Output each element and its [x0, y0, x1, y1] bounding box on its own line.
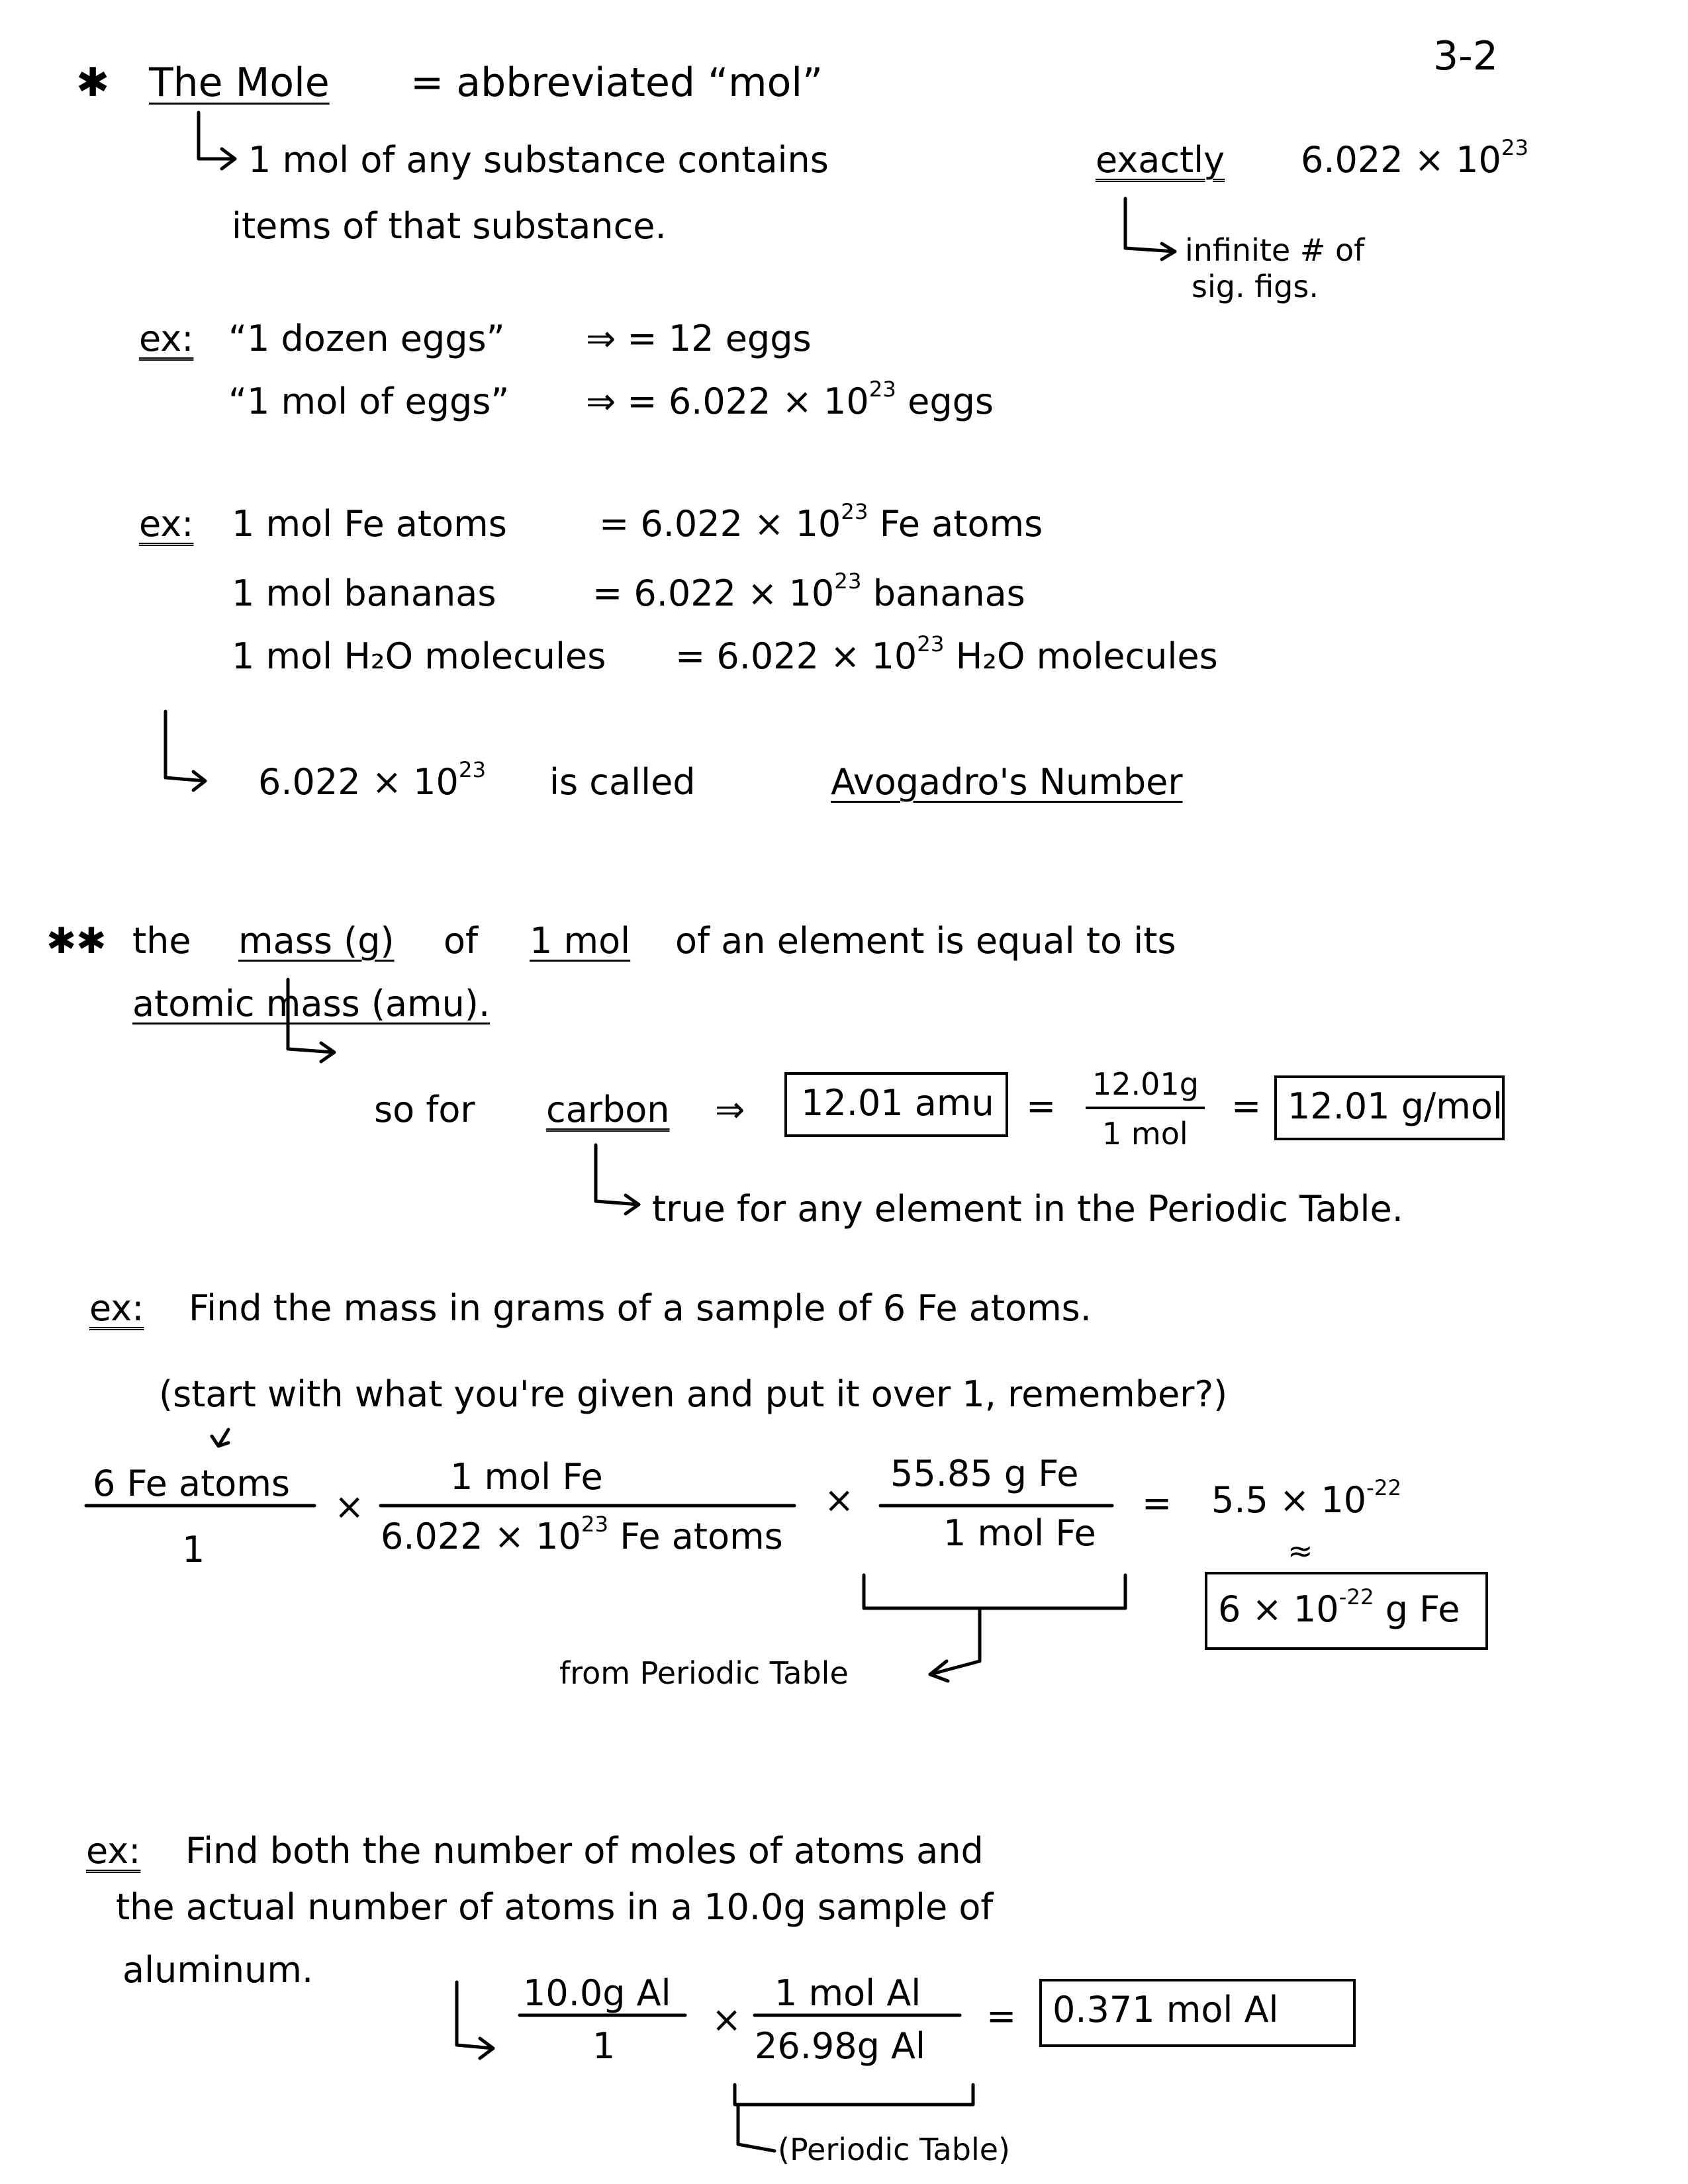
f1-den: 1 — [182, 1529, 205, 1570]
al-answer: 0.371 mol Al — [1053, 1989, 1279, 2030]
exactly-word: exactly — [1096, 139, 1225, 181]
mol-question: “1 mol of eggs” — [228, 381, 510, 422]
boxed-answer: $6 \times 10^{-22}$ g Fe — [1218, 1584, 1460, 1630]
hook-arrow-avogadro — [165, 711, 205, 790]
f3-num: 55.85 g Fe — [890, 1453, 1079, 1494]
ex4-q3: aluminum. — [122, 1949, 314, 1991]
dozen-answer: ⇒ = 12 eggs — [586, 318, 812, 359]
true-for-note: true for any element in the Periodic Table. — [652, 1188, 1403, 1230]
ex3-question: Find the mass in grams of a sample of 6 Fe atoms. — [189, 1287, 1092, 1329]
hook-arrow-exactly — [1125, 199, 1175, 259]
row-left: 1 mol H₂O molecules — [232, 635, 606, 677]
row-right: = $6.022 \times 10^{23}$ H₂O molecules — [675, 631, 1218, 677]
avogadro-value: $6.022 \times 10^{23}$ — [258, 757, 487, 803]
page-number: 3-2 — [1433, 33, 1498, 79]
hook-arrow-periodic — [596, 1145, 639, 1214]
definition-line-2: items of that substance. — [232, 205, 667, 247]
ex4-q1: Find both the number of moles of atoms and — [185, 1830, 984, 1872]
row-right: = $6.022 \times 10^{23}$ Fe atoms — [599, 499, 1043, 545]
f2-den: $6.022 \times 10^{23}$ Fe atoms — [381, 1512, 783, 1557]
al-periodic-table: (Periodic Table) — [778, 2132, 1010, 2167]
mol-answer: ⇒ = $6.022 \times 10^{23}$ eggs — [586, 377, 994, 422]
sig-fig-note-1: infinite # of — [1185, 232, 1365, 268]
times-1: × — [334, 1486, 365, 1527]
avogadro-inline: $6.022 \times 10^{23}$ — [1301, 135, 1529, 181]
al-eq: = — [986, 1995, 1017, 2037]
called-text: is called — [549, 761, 696, 803]
one-mol: 1 mol — [530, 920, 631, 962]
f1-num: 6 Fe atoms — [93, 1463, 291, 1504]
al-times: × — [712, 1999, 742, 2040]
al-f2-num: 1 mol Al — [774, 1972, 921, 2014]
result-value: $5.5 \times 10^{-22}$ — [1211, 1475, 1402, 1521]
hook-arrow-intro — [199, 113, 235, 169]
mass-g: mass (g) — [238, 920, 395, 962]
abbreviation-note: = abbreviated “mol” — [410, 60, 823, 106]
small-arrow-start — [212, 1430, 228, 1446]
hook-arrow-aluminum — [457, 1982, 493, 2058]
from-periodic-table: from Periodic Table — [559, 1655, 849, 1691]
f3-den: 1 mol Fe — [943, 1512, 1096, 1554]
ex3-hint: (start with what you're given and put it over 1, remember?) — [159, 1373, 1228, 1415]
frac-num: 12.01g — [1092, 1066, 1199, 1102]
ex-label: ex: — [139, 318, 194, 359]
frac-line — [1086, 1107, 1205, 1109]
f2-num: 1 mol Fe — [450, 1456, 603, 1498]
definition-line-1: 1 mol of any substance contains — [248, 139, 829, 181]
ex-label: ex: — [89, 1287, 144, 1329]
avogadro-name: Avogadro's Number — [831, 761, 1183, 803]
row-right: = $6.022 \times 10^{23}$ bananas — [592, 569, 1025, 614]
approx-sign: ≈ — [1288, 1533, 1313, 1569]
bracket-periodic — [864, 1575, 1125, 1681]
rule-the: the — [132, 920, 191, 962]
atomic-mass: atomic mass (amu). — [132, 983, 491, 1024]
carbon-word: carbon — [546, 1089, 670, 1130]
rule-rest: of an element is equal to its — [675, 920, 1176, 962]
rule-of: of — [444, 920, 479, 962]
dozen-question: “1 dozen eggs” — [228, 318, 505, 359]
al-f1-den: 1 — [592, 2025, 616, 2067]
eq-sign-2: = — [1231, 1085, 1262, 1127]
ex-label: ex: — [139, 503, 194, 545]
row-left: 1 mol Fe atoms — [232, 503, 507, 545]
times-2: × — [824, 1479, 855, 1521]
eq-sign: = — [1026, 1085, 1056, 1127]
so-for: so for — [374, 1089, 475, 1130]
star-icon: ✱ — [76, 60, 110, 106]
frac-den: 1 mol — [1102, 1116, 1188, 1152]
double-star-icon: ✱✱ — [46, 920, 107, 962]
section-title: The Mole — [149, 60, 330, 106]
eq-result: = — [1142, 1482, 1172, 1524]
gmol-value: 12.01 g/mol — [1288, 1085, 1503, 1127]
amu-value: 12.01 amu — [801, 1082, 994, 1124]
row-left: 1 mol bananas — [232, 572, 496, 614]
ex-label: ex: — [86, 1830, 141, 1872]
al-f2-den: 26.98g Al — [755, 2025, 925, 2067]
carbon-arrow: ⇒ — [715, 1089, 745, 1130]
sig-fig-note-2: sig. figs. — [1192, 269, 1319, 304]
ex4-q2: the actual number of atoms in a 10.0g sample of — [116, 1886, 994, 1928]
al-f1-num: 10.0g Al — [523, 1972, 671, 2014]
